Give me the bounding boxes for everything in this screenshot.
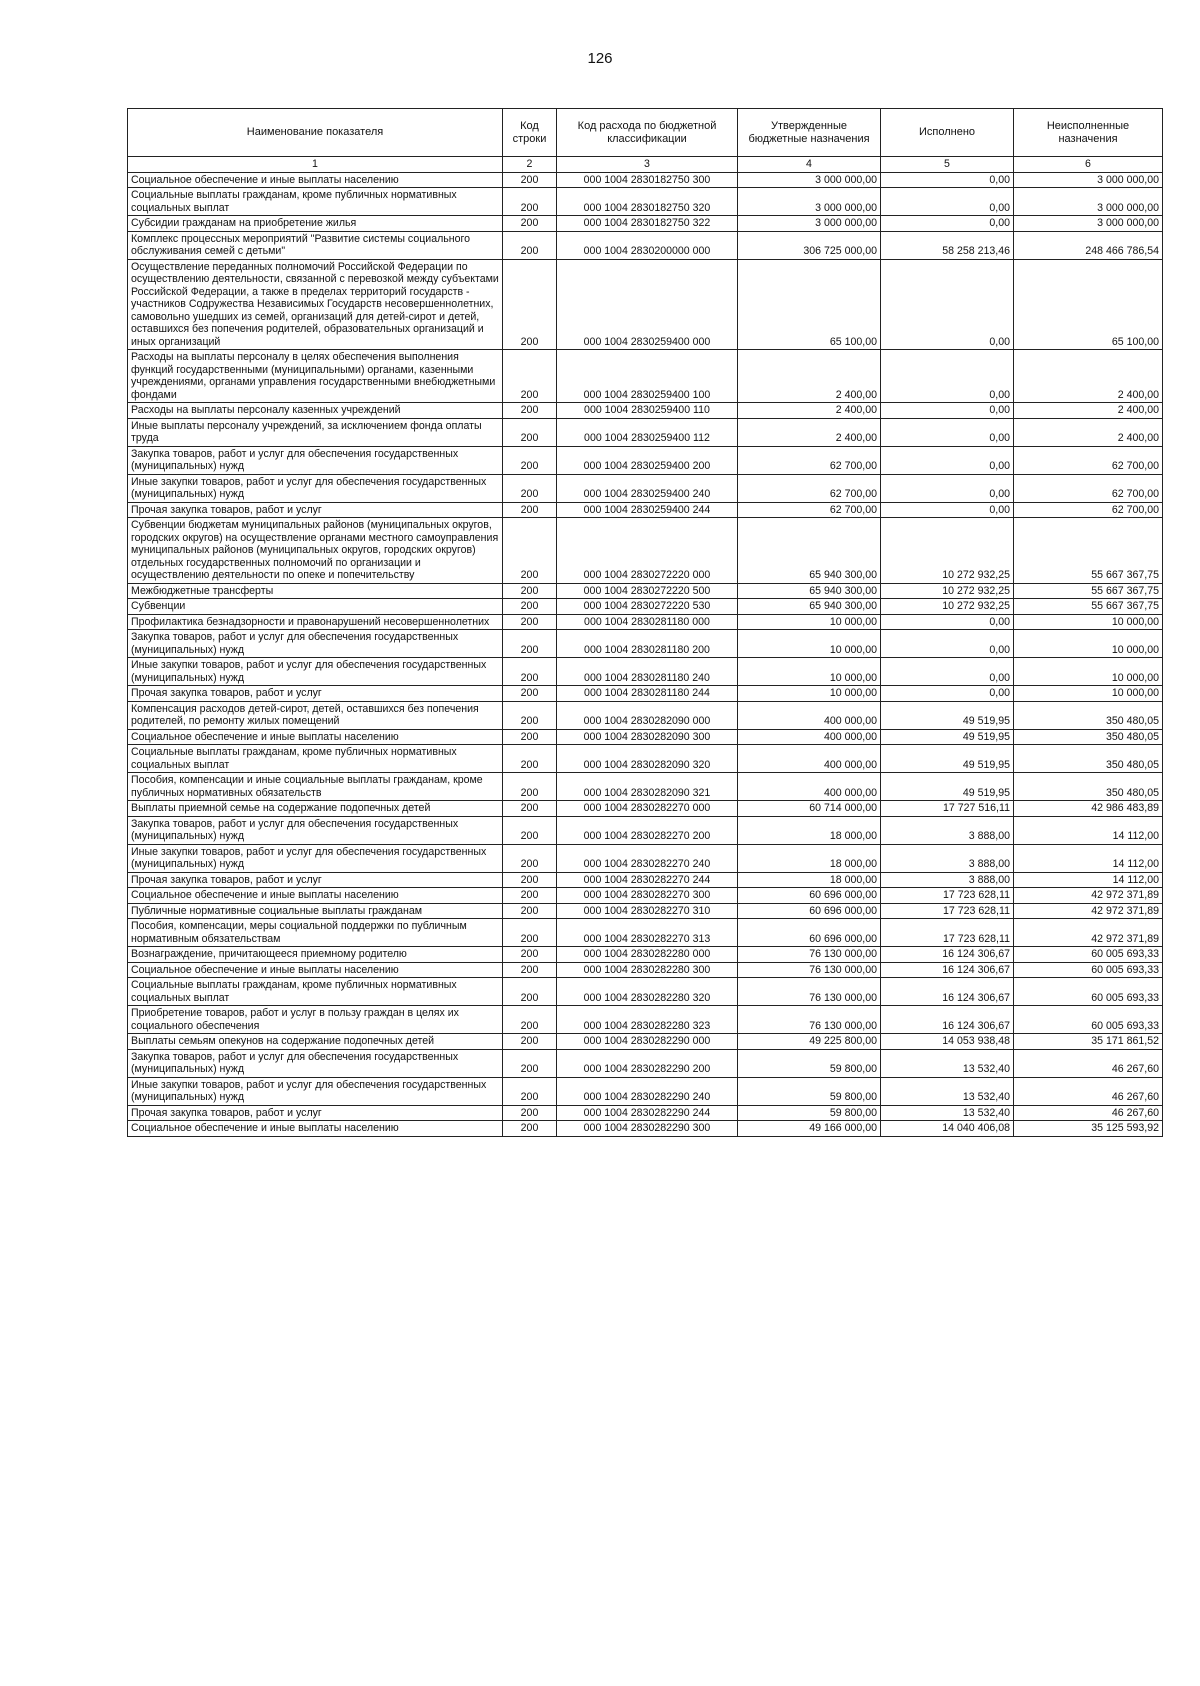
column-number: 5 bbox=[881, 157, 1014, 173]
row-executed: 0,00 bbox=[881, 446, 1014, 474]
table-row bbox=[128, 947, 1163, 963]
row-unexecuted: 65 100,00 bbox=[1014, 259, 1163, 350]
row-executed: 0,00 bbox=[881, 188, 1014, 216]
row-budget-code: 000 1004 2830259400 200 bbox=[557, 446, 738, 474]
table-row bbox=[128, 729, 1163, 745]
row-name: Осуществление переданных полномочий Российской Федерации по осуществлению деятельности, связанной с перевозкой между субъектами Российской Федерации, а также в пределах территорий государств - участников Содружества Независимых Государств несовершеннолетних, самовольно ушедших из семей, организаций для детей-сирот и детей, оставшихся без попечения родителей, образовательных организаций и иных организаций bbox=[128, 259, 503, 350]
row-unexecuted: 350 480,05 bbox=[1014, 701, 1163, 729]
row-unexecuted: 46 267,60 bbox=[1014, 1077, 1163, 1105]
header-approved: Утвержденные бюджетные назначения bbox=[738, 109, 881, 157]
row-executed: 13 532,40 bbox=[881, 1049, 1014, 1077]
row-executed: 58 258 213,46 bbox=[881, 231, 1014, 259]
row-budget-code: 000 1004 2830282290 000 bbox=[557, 1034, 738, 1050]
row-line-code: 200 bbox=[503, 1121, 557, 1137]
row-name: Иные закупки товаров, работ и услуг для обеспечения государственных (муниципальных) нужд bbox=[128, 844, 503, 872]
table-row bbox=[128, 1077, 1163, 1105]
row-line-code: 200 bbox=[503, 658, 557, 686]
row-unexecuted: 42 986 483,89 bbox=[1014, 801, 1163, 817]
row-executed: 0,00 bbox=[881, 259, 1014, 350]
row-executed: 49 519,95 bbox=[881, 745, 1014, 773]
row-executed: 13 532,40 bbox=[881, 1077, 1014, 1105]
row-approved: 10 000,00 bbox=[738, 658, 881, 686]
row-line-code: 200 bbox=[503, 729, 557, 745]
row-name: Субсидии гражданам на приобретение жилья bbox=[128, 216, 503, 232]
row-unexecuted: 55 667 367,75 bbox=[1014, 518, 1163, 584]
row-unexecuted: 42 972 371,89 bbox=[1014, 888, 1163, 904]
row-name: Социальное обеспечение и иные выплаты населению bbox=[128, 729, 503, 745]
row-executed: 16 124 306,67 bbox=[881, 962, 1014, 978]
row-budget-code: 000 1004 2830259400 100 bbox=[557, 350, 738, 403]
row-budget-code: 000 1004 2830282270 300 bbox=[557, 888, 738, 904]
table-row bbox=[128, 418, 1163, 446]
row-name: Расходы на выплаты персоналу в целях обеспечения выполнения функций государственными (муниципальными) органами, казенными учреждениями, органами управления государственными внебюджетными фондами bbox=[128, 350, 503, 403]
row-line-code: 200 bbox=[503, 872, 557, 888]
table-row bbox=[128, 474, 1163, 502]
row-budget-code: 000 1004 2830259400 112 bbox=[557, 418, 738, 446]
table-row bbox=[128, 903, 1163, 919]
table-row bbox=[128, 701, 1163, 729]
row-unexecuted: 14 112,00 bbox=[1014, 844, 1163, 872]
row-unexecuted: 62 700,00 bbox=[1014, 446, 1163, 474]
row-name: Выплаты семьям опекунов на содержание подопечных детей bbox=[128, 1034, 503, 1050]
column-number: 1 bbox=[128, 157, 503, 173]
row-budget-code: 000 1004 2830200000 000 bbox=[557, 231, 738, 259]
row-line-code: 200 bbox=[503, 502, 557, 518]
row-executed: 17 723 628,11 bbox=[881, 919, 1014, 947]
row-executed: 0,00 bbox=[881, 216, 1014, 232]
row-name: Субвенции bbox=[128, 599, 503, 615]
row-unexecuted: 14 112,00 bbox=[1014, 816, 1163, 844]
row-name: Субвенции бюджетам муниципальных районов (муниципальных округов, городских округов) на осуществление органами местного самоуправления муниципальных районов (муниципальных округов, городских округов) отдельных государственных полномочий по организации и осуществлению деятельности по опеке и попечительству bbox=[128, 518, 503, 584]
row-executed: 14 040 406,08 bbox=[881, 1121, 1014, 1137]
budget-execution-table bbox=[127, 108, 1163, 1137]
table-row bbox=[128, 216, 1163, 232]
row-approved: 62 700,00 bbox=[738, 446, 881, 474]
row-name: Комплекс процессных мероприятий "Развитие системы социального обслуживания семей с детьми" bbox=[128, 231, 503, 259]
row-line-code: 200 bbox=[503, 172, 557, 188]
row-executed: 16 124 306,67 bbox=[881, 947, 1014, 963]
row-executed: 0,00 bbox=[881, 658, 1014, 686]
table-row bbox=[128, 844, 1163, 872]
row-executed: 10 272 932,25 bbox=[881, 518, 1014, 584]
table-row bbox=[128, 686, 1163, 702]
row-unexecuted: 42 972 371,89 bbox=[1014, 903, 1163, 919]
row-unexecuted: 10 000,00 bbox=[1014, 686, 1163, 702]
row-approved: 49 225 800,00 bbox=[738, 1034, 881, 1050]
row-executed: 17 723 628,11 bbox=[881, 903, 1014, 919]
row-line-code: 200 bbox=[503, 614, 557, 630]
table-row bbox=[128, 583, 1163, 599]
header-budget-code: Код расхода по бюджетной классификации bbox=[557, 109, 738, 157]
table-row bbox=[128, 188, 1163, 216]
row-executed: 0,00 bbox=[881, 474, 1014, 502]
row-approved: 400 000,00 bbox=[738, 745, 881, 773]
row-executed: 0,00 bbox=[881, 686, 1014, 702]
row-line-code: 200 bbox=[503, 474, 557, 502]
row-approved: 65 100,00 bbox=[738, 259, 881, 350]
row-executed: 0,00 bbox=[881, 502, 1014, 518]
row-approved: 18 000,00 bbox=[738, 816, 881, 844]
row-approved: 49 166 000,00 bbox=[738, 1121, 881, 1137]
row-approved: 59 800,00 bbox=[738, 1077, 881, 1105]
row-executed: 13 532,40 bbox=[881, 1105, 1014, 1121]
header-indicator-name: Наименование показателя bbox=[128, 109, 503, 157]
row-line-code: 200 bbox=[503, 1049, 557, 1077]
table-row bbox=[128, 350, 1163, 403]
row-name: Компенсация расходов детей-сирот, детей, оставшихся без попечения родителей, по ремонту жилых помещений bbox=[128, 701, 503, 729]
row-name: Прочая закупка товаров, работ и услуг bbox=[128, 1105, 503, 1121]
row-line-code: 200 bbox=[503, 888, 557, 904]
row-budget-code: 000 1004 2830259400 244 bbox=[557, 502, 738, 518]
table-row bbox=[128, 658, 1163, 686]
row-name: Социальное обеспечение и иные выплаты населению bbox=[128, 172, 503, 188]
column-number: 4 bbox=[738, 157, 881, 173]
row-name: Прочая закупка товаров, работ и услуг bbox=[128, 502, 503, 518]
row-executed: 3 888,00 bbox=[881, 844, 1014, 872]
table-row bbox=[128, 801, 1163, 817]
row-budget-code: 000 1004 2830282280 320 bbox=[557, 978, 738, 1006]
row-name: Вознаграждение, причитающееся приемному родителю bbox=[128, 947, 503, 963]
row-executed: 49 519,95 bbox=[881, 773, 1014, 801]
header-executed: Исполнено bbox=[881, 109, 1014, 157]
row-executed: 16 124 306,67 bbox=[881, 978, 1014, 1006]
row-line-code: 200 bbox=[503, 518, 557, 584]
row-line-code: 200 bbox=[503, 188, 557, 216]
row-approved: 18 000,00 bbox=[738, 844, 881, 872]
row-unexecuted: 3 000 000,00 bbox=[1014, 172, 1163, 188]
row-name: Социальные выплаты гражданам, кроме публичных нормативных социальных выплат bbox=[128, 188, 503, 216]
page-number: 126 bbox=[587, 50, 613, 67]
row-line-code: 200 bbox=[503, 978, 557, 1006]
row-unexecuted: 62 700,00 bbox=[1014, 502, 1163, 518]
row-executed: 17 723 628,11 bbox=[881, 888, 1014, 904]
row-approved: 400 000,00 bbox=[738, 729, 881, 745]
row-line-code: 200 bbox=[503, 216, 557, 232]
row-name: Иные закупки товаров, работ и услуг для обеспечения государственных (муниципальных) нужд bbox=[128, 474, 503, 502]
row-unexecuted: 10 000,00 bbox=[1014, 658, 1163, 686]
table-body bbox=[128, 172, 1163, 1136]
row-budget-code: 000 1004 2830182750 300 bbox=[557, 172, 738, 188]
table-row bbox=[128, 1049, 1163, 1077]
table-row bbox=[128, 888, 1163, 904]
row-executed: 49 519,95 bbox=[881, 729, 1014, 745]
table-row bbox=[128, 1006, 1163, 1034]
row-budget-code: 000 1004 2830282270 244 bbox=[557, 872, 738, 888]
row-line-code: 200 bbox=[503, 919, 557, 947]
row-name: Социальные выплаты гражданам, кроме публичных нормативных социальных выплат bbox=[128, 745, 503, 773]
row-executed: 0,00 bbox=[881, 418, 1014, 446]
row-unexecuted: 46 267,60 bbox=[1014, 1105, 1163, 1121]
row-executed: 14 053 938,48 bbox=[881, 1034, 1014, 1050]
table-row bbox=[128, 773, 1163, 801]
row-budget-code: 000 1004 2830272220 530 bbox=[557, 599, 738, 615]
row-line-code: 200 bbox=[503, 773, 557, 801]
row-name: Выплаты приемной семье на содержание подопечных детей bbox=[128, 801, 503, 817]
row-budget-code: 000 1004 2830282090 320 bbox=[557, 745, 738, 773]
row-approved: 400 000,00 bbox=[738, 773, 881, 801]
row-approved: 306 725 000,00 bbox=[738, 231, 881, 259]
row-unexecuted: 42 972 371,89 bbox=[1014, 919, 1163, 947]
row-name: Социальное обеспечение и иные выплаты населению bbox=[128, 1121, 503, 1137]
row-unexecuted: 350 480,05 bbox=[1014, 773, 1163, 801]
row-executed: 0,00 bbox=[881, 614, 1014, 630]
row-unexecuted: 10 000,00 bbox=[1014, 630, 1163, 658]
row-approved: 18 000,00 bbox=[738, 872, 881, 888]
table-row bbox=[128, 446, 1163, 474]
row-unexecuted: 35 125 593,92 bbox=[1014, 1121, 1163, 1137]
row-budget-code: 000 1004 2830282270 200 bbox=[557, 816, 738, 844]
row-name: Прочая закупка товаров, работ и услуг bbox=[128, 872, 503, 888]
row-budget-code: 000 1004 2830259400 240 bbox=[557, 474, 738, 502]
row-line-code: 200 bbox=[503, 701, 557, 729]
row-budget-code: 000 1004 2830282270 310 bbox=[557, 903, 738, 919]
table-row bbox=[128, 231, 1163, 259]
row-line-code: 200 bbox=[503, 630, 557, 658]
row-unexecuted: 62 700,00 bbox=[1014, 474, 1163, 502]
row-unexecuted: 35 171 861,52 bbox=[1014, 1034, 1163, 1050]
row-unexecuted: 3 000 000,00 bbox=[1014, 216, 1163, 232]
row-line-code: 200 bbox=[503, 350, 557, 403]
row-budget-code: 000 1004 2830259400 110 bbox=[557, 403, 738, 419]
row-unexecuted: 10 000,00 bbox=[1014, 614, 1163, 630]
table-row bbox=[128, 172, 1163, 188]
row-name: Иные закупки товаров, работ и услуг для обеспечения государственных (муниципальных) нужд bbox=[128, 1077, 503, 1105]
row-executed: 10 272 932,25 bbox=[881, 583, 1014, 599]
row-budget-code: 000 1004 2830282090 000 bbox=[557, 701, 738, 729]
row-approved: 59 800,00 bbox=[738, 1105, 881, 1121]
row-budget-code: 000 1004 2830282090 321 bbox=[557, 773, 738, 801]
row-approved: 59 800,00 bbox=[738, 1049, 881, 1077]
row-unexecuted: 3 000 000,00 bbox=[1014, 188, 1163, 216]
row-line-code: 200 bbox=[503, 844, 557, 872]
header-unexecuted: Неисполненные назначения bbox=[1014, 109, 1163, 157]
row-budget-code: 000 1004 2830281180 200 bbox=[557, 630, 738, 658]
table-row bbox=[128, 599, 1163, 615]
row-executed: 3 888,00 bbox=[881, 816, 1014, 844]
row-name: Закупка товаров, работ и услуг для обеспечения государственных (муниципальных) нужд bbox=[128, 446, 503, 474]
header-line-code: Код строки bbox=[503, 109, 557, 157]
table-row bbox=[128, 745, 1163, 773]
row-name: Пособия, компенсации, меры социальной поддержки по публичным нормативным обязательствам bbox=[128, 919, 503, 947]
row-unexecuted: 2 400,00 bbox=[1014, 418, 1163, 446]
row-line-code: 200 bbox=[503, 403, 557, 419]
row-budget-code: 000 1004 2830272220 000 bbox=[557, 518, 738, 584]
row-approved: 3 000 000,00 bbox=[738, 216, 881, 232]
row-name: Публичные нормативные социальные выплаты гражданам bbox=[128, 903, 503, 919]
row-unexecuted: 55 667 367,75 bbox=[1014, 583, 1163, 599]
table-row bbox=[128, 1121, 1163, 1137]
row-approved: 2 400,00 bbox=[738, 350, 881, 403]
column-number: 6 bbox=[1014, 157, 1163, 173]
table-row bbox=[128, 1105, 1163, 1121]
row-executed: 16 124 306,67 bbox=[881, 1006, 1014, 1034]
row-unexecuted: 350 480,05 bbox=[1014, 745, 1163, 773]
row-approved: 62 700,00 bbox=[738, 474, 881, 502]
row-unexecuted: 60 005 693,33 bbox=[1014, 978, 1163, 1006]
table-row bbox=[128, 872, 1163, 888]
row-name: Социальное обеспечение и иные выплаты населению bbox=[128, 962, 503, 978]
row-unexecuted: 60 005 693,33 bbox=[1014, 1006, 1163, 1034]
row-approved: 65 940 300,00 bbox=[738, 583, 881, 599]
row-approved: 76 130 000,00 bbox=[738, 962, 881, 978]
row-budget-code: 000 1004 2830182750 322 bbox=[557, 216, 738, 232]
row-budget-code: 000 1004 2830281180 244 bbox=[557, 686, 738, 702]
row-unexecuted: 46 267,60 bbox=[1014, 1049, 1163, 1077]
table-row bbox=[128, 518, 1163, 584]
row-line-code: 200 bbox=[503, 816, 557, 844]
row-unexecuted: 55 667 367,75 bbox=[1014, 599, 1163, 615]
table-row bbox=[128, 403, 1163, 419]
row-budget-code: 000 1004 2830272220 500 bbox=[557, 583, 738, 599]
table-row bbox=[128, 630, 1163, 658]
row-approved: 65 940 300,00 bbox=[738, 599, 881, 615]
row-line-code: 200 bbox=[503, 745, 557, 773]
row-name: Иные закупки товаров, работ и услуг для обеспечения государственных (муниципальных) нужд bbox=[128, 658, 503, 686]
row-line-code: 200 bbox=[503, 231, 557, 259]
row-executed: 0,00 bbox=[881, 630, 1014, 658]
row-budget-code: 000 1004 2830282270 000 bbox=[557, 801, 738, 817]
row-approved: 60 696 000,00 bbox=[738, 919, 881, 947]
row-approved: 76 130 000,00 bbox=[738, 947, 881, 963]
row-budget-code: 000 1004 2830282270 313 bbox=[557, 919, 738, 947]
row-executed: 0,00 bbox=[881, 403, 1014, 419]
row-name: Прочая закупка товаров, работ и услуг bbox=[128, 686, 503, 702]
table-row bbox=[128, 1034, 1163, 1050]
row-name: Закупка товаров, работ и услуг для обеспечения государственных (муниципальных) нужд bbox=[128, 630, 503, 658]
row-line-code: 200 bbox=[503, 1034, 557, 1050]
row-budget-code: 000 1004 2830282290 244 bbox=[557, 1105, 738, 1121]
row-unexecuted: 248 466 786,54 bbox=[1014, 231, 1163, 259]
row-line-code: 200 bbox=[503, 801, 557, 817]
table-row bbox=[128, 502, 1163, 518]
row-budget-code: 000 1004 2830282280 300 bbox=[557, 962, 738, 978]
row-unexecuted: 14 112,00 bbox=[1014, 872, 1163, 888]
row-line-code: 200 bbox=[503, 446, 557, 474]
row-unexecuted: 60 005 693,33 bbox=[1014, 947, 1163, 963]
row-approved: 2 400,00 bbox=[738, 403, 881, 419]
row-line-code: 200 bbox=[503, 947, 557, 963]
row-executed: 3 888,00 bbox=[881, 872, 1014, 888]
row-name: Пособия, компенсации и иные социальные выплаты гражданам, кроме публичных нормативных обязательств bbox=[128, 773, 503, 801]
row-budget-code: 000 1004 2830282290 200 bbox=[557, 1049, 738, 1077]
row-approved: 65 940 300,00 bbox=[738, 518, 881, 584]
row-unexecuted: 2 400,00 bbox=[1014, 350, 1163, 403]
row-name: Социальное обеспечение и иные выплаты населению bbox=[128, 888, 503, 904]
table-row bbox=[128, 962, 1163, 978]
row-budget-code: 000 1004 2830282270 240 bbox=[557, 844, 738, 872]
row-name: Закупка товаров, работ и услуг для обеспечения государственных (муниципальных) нужд bbox=[128, 1049, 503, 1077]
row-approved: 2 400,00 bbox=[738, 418, 881, 446]
row-name: Расходы на выплаты персоналу казенных учреждений bbox=[128, 403, 503, 419]
table-row bbox=[128, 919, 1163, 947]
row-approved: 10 000,00 bbox=[738, 686, 881, 702]
row-line-code: 200 bbox=[503, 1105, 557, 1121]
row-budget-code: 000 1004 2830281180 240 bbox=[557, 658, 738, 686]
row-budget-code: 000 1004 2830282290 300 bbox=[557, 1121, 738, 1137]
row-unexecuted: 60 005 693,33 bbox=[1014, 962, 1163, 978]
row-approved: 76 130 000,00 bbox=[738, 1006, 881, 1034]
table-row bbox=[128, 978, 1163, 1006]
row-name: Иные выплаты персоналу учреждений, за исключением фонда оплаты труда bbox=[128, 418, 503, 446]
table-row bbox=[128, 259, 1163, 350]
row-approved: 62 700,00 bbox=[738, 502, 881, 518]
row-approved: 10 000,00 bbox=[738, 614, 881, 630]
row-budget-code: 000 1004 2830282290 240 bbox=[557, 1077, 738, 1105]
column-number-row bbox=[128, 157, 1163, 173]
row-line-code: 200 bbox=[503, 903, 557, 919]
table-row bbox=[128, 614, 1163, 630]
row-executed: 0,00 bbox=[881, 350, 1014, 403]
row-line-code: 200 bbox=[503, 418, 557, 446]
row-executed: 0,00 bbox=[881, 172, 1014, 188]
row-approved: 76 130 000,00 bbox=[738, 978, 881, 1006]
row-line-code: 200 bbox=[503, 259, 557, 350]
row-line-code: 200 bbox=[503, 962, 557, 978]
row-unexecuted: 2 400,00 bbox=[1014, 403, 1163, 419]
row-approved: 60 696 000,00 bbox=[738, 903, 881, 919]
row-name: Профилактика безнадзорности и правонарушений несовершеннолетних bbox=[128, 614, 503, 630]
column-number: 2 bbox=[503, 157, 557, 173]
row-line-code: 200 bbox=[503, 686, 557, 702]
row-line-code: 200 bbox=[503, 1006, 557, 1034]
row-name: Закупка товаров, работ и услуг для обеспечения государственных (муниципальных) нужд bbox=[128, 816, 503, 844]
row-budget-code: 000 1004 2830259400 000 bbox=[557, 259, 738, 350]
table-row bbox=[128, 816, 1163, 844]
row-approved: 400 000,00 bbox=[738, 701, 881, 729]
row-executed: 10 272 932,25 bbox=[881, 599, 1014, 615]
header-row bbox=[128, 109, 1163, 157]
row-name: Социальные выплаты гражданам, кроме публичных нормативных социальных выплат bbox=[128, 978, 503, 1006]
row-name: Межбюджетные трансферты bbox=[128, 583, 503, 599]
row-budget-code: 000 1004 2830282280 000 bbox=[557, 947, 738, 963]
row-approved: 60 696 000,00 bbox=[738, 888, 881, 904]
row-line-code: 200 bbox=[503, 583, 557, 599]
row-budget-code: 000 1004 2830281180 000 bbox=[557, 614, 738, 630]
row-budget-code: 000 1004 2830282090 300 bbox=[557, 729, 738, 745]
row-approved: 3 000 000,00 bbox=[738, 188, 881, 216]
row-executed: 17 727 516,11 bbox=[881, 801, 1014, 817]
row-line-code: 200 bbox=[503, 599, 557, 615]
column-number: 3 bbox=[557, 157, 738, 173]
row-approved: 60 714 000,00 bbox=[738, 801, 881, 817]
row-approved: 10 000,00 bbox=[738, 630, 881, 658]
row-approved: 3 000 000,00 bbox=[738, 172, 881, 188]
row-budget-code: 000 1004 2830182750 320 bbox=[557, 188, 738, 216]
row-budget-code: 000 1004 2830282280 323 bbox=[557, 1006, 738, 1034]
row-line-code: 200 bbox=[503, 1077, 557, 1105]
row-executed: 49 519,95 bbox=[881, 701, 1014, 729]
row-name: Приобретение товаров, работ и услуг в пользу граждан в целях их социального обеспечения bbox=[128, 1006, 503, 1034]
row-unexecuted: 350 480,05 bbox=[1014, 729, 1163, 745]
